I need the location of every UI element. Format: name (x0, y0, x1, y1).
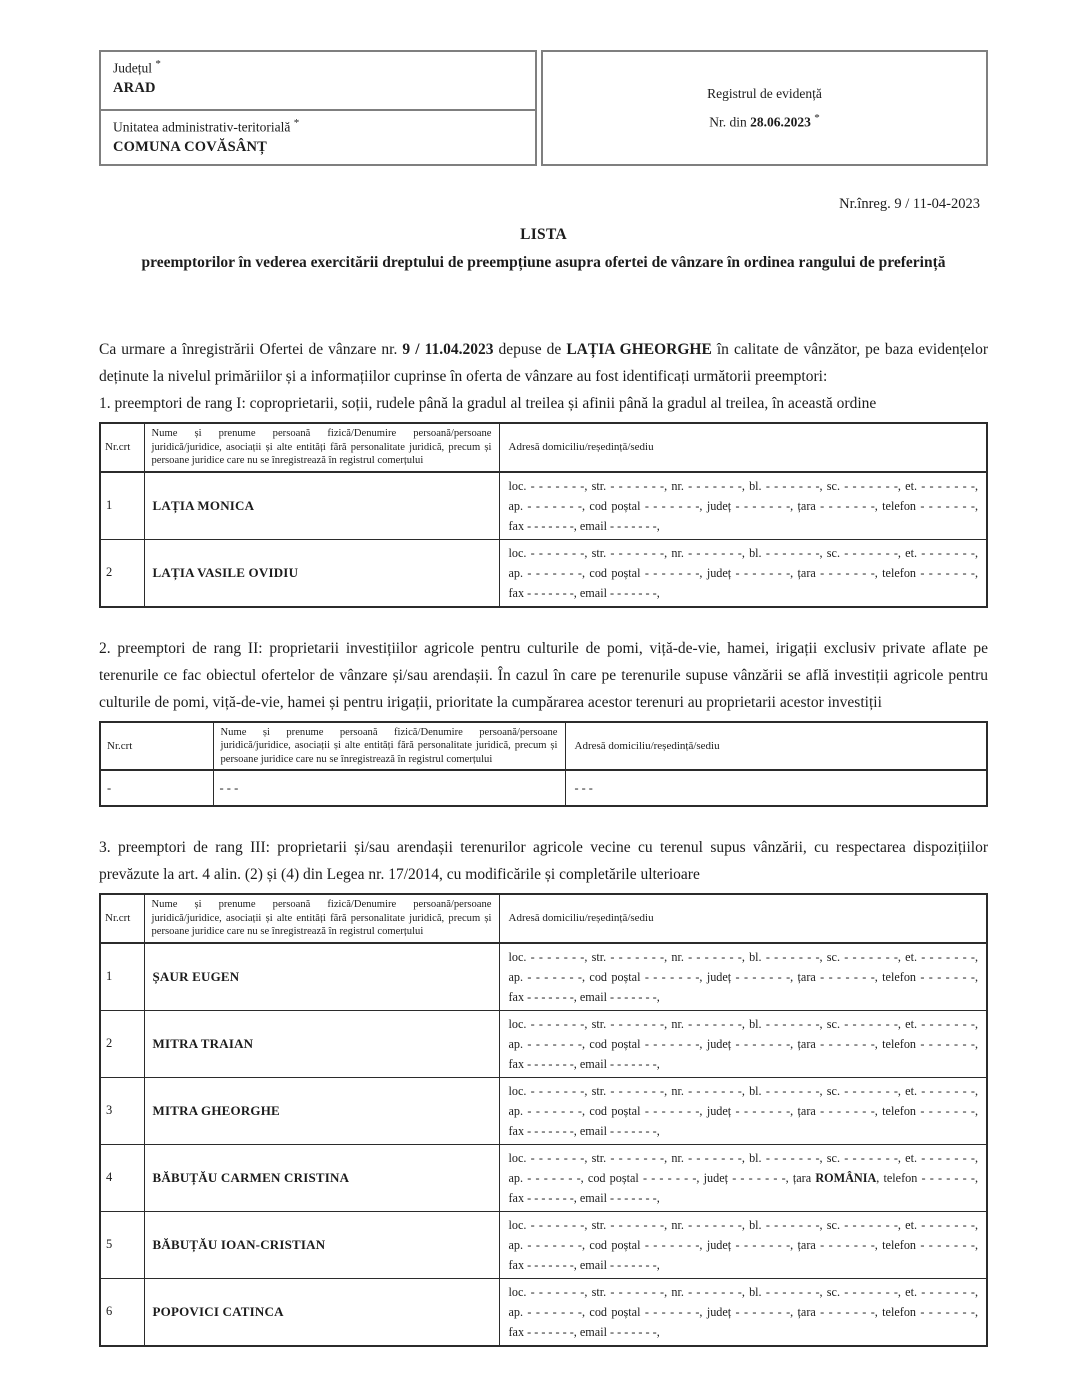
address-line-1: loc. - - - - - - -, str. - - - - - - -, nr. - - - - - - -, bl. - - - - - - -, sc. - - - - - - -, et. - - - - - - -, (508, 1284, 978, 1299)
address-cell (499, 1278, 987, 1346)
preemptors-table-rang-3 (99, 893, 988, 1347)
address-line-2 (509, 1168, 979, 1188)
address-line-1: loc. - - - - - - -, str. - - - - - - -, nr. - - - - - - -, bl. - - - - - - -, sc. - - - - - - -, et. - - - - - - -, (508, 949, 978, 964)
column-header-nr: Nr.crt (100, 722, 213, 771)
address-line-3: fax - - - - - - -, email - - - - - - -, (508, 1190, 660, 1205)
person-name: BĂBUȚĂU CARMEN CRISTINA (144, 1144, 499, 1211)
address-cell-empty: - - - (565, 770, 987, 806)
column-header-name: Nume și prenume persoană fizică/Denumire persoană/persoane juridică/juridice, asociații și alte entități fără personalitate juridică, precum și persoane juridice care nu se înregistrează în registrul comerțului (144, 894, 499, 943)
section-1-heading: 1. preemptori de rang I: coproprietarii, soții, rudele până la gradul al treilea și afinii până la gradul al treilea, în această ordine (99, 395, 877, 412)
address-line-2 (509, 1034, 979, 1054)
address-line-3: fax - - - - - - -, email - - - - - - -, (508, 518, 660, 533)
column-header-nr: Nr.crt (100, 894, 144, 943)
row-number: 3 (100, 1077, 144, 1144)
preemptors-table-rang-1 (99, 422, 988, 608)
registry-number-prefix: Nr. din (709, 114, 751, 130)
address-line-3: fax - - - - - - -, email - - - - - - -, (508, 1324, 660, 1339)
column-header-name: Nume și prenume persoană fizică/Denumire persoană/persoane juridică/juridice, asociații și alte entități fără personalitate juridică, precum și persoane juridice care nu se înregistrează în registrul comerțului (144, 423, 499, 472)
person-name-empty: - - - (213, 770, 565, 806)
address-line-2-text: ap. - - - - - - -, cod poștal - - - - - - -, județ - - - - - - -, țara - - - - - - -, telefon - - - - - - -, (508, 1103, 978, 1118)
registry-date: 28.06.2023 (750, 114, 811, 130)
address-line-1: loc. - - - - - - -, str. - - - - - - -, nr. - - - - - - -, bl. - - - - - - -, sc. - - - - - - -, et. - - - - - - -, (508, 1150, 978, 1165)
address-line-2 (509, 563, 979, 583)
column-header-address: Adresă domiciliu/reședință/sediu (565, 722, 987, 771)
address-line-1: loc. - - - - - - -, str. - - - - - - -, nr. - - - - - - -, bl. - - - - - - -, sc. - - - - - - -, et. - - - - - - -, (508, 1083, 978, 1098)
table-row (100, 1211, 987, 1278)
registry-asterisk: * (814, 111, 820, 124)
row-number: 1 (100, 472, 144, 540)
address-line-3: fax - - - - - - -, email - - - - - - -, (508, 1257, 660, 1272)
table-row (100, 1278, 987, 1346)
column-header-name: Nume și prenume persoană fizică/Denumire persoană/persoane juridică/juridice, asociații și alte entități fără personalitate juridică, precum și persoane juridice care nu se înregistrează în registrul comerțului (213, 722, 565, 771)
row-number: - (100, 770, 213, 806)
table-header-row (100, 894, 987, 943)
person-name: MITRA GHEORGHE (144, 1077, 499, 1144)
table-row (100, 1077, 987, 1144)
person-name: POPOVICI CATINCA (144, 1278, 499, 1346)
row-number: 1 (100, 943, 144, 1011)
address-line-1: loc. - - - - - - -, str. - - - - - - -, nr. - - - - - - -, bl. - - - - - - -, sc. - - - - - - -, et. - - - - - - -, (508, 1016, 978, 1031)
address-line-2 (509, 967, 979, 987)
territorial-unit-cell (101, 109, 535, 164)
document-header (99, 50, 988, 166)
address-line-3: fax - - - - - - -, email - - - - - - -, (508, 585, 660, 600)
person-name: LAȚIA VASILE OVIDIU (144, 539, 499, 607)
address-line-2-tail: , telefon - - - - - - -, (876, 1170, 979, 1185)
address-line-2-text: ap. - - - - - - -, cod poștal - - - - - - -, județ - - - - - - -, țara - - - - - - -, telefon - - - - - - -, (508, 565, 978, 580)
intro-paragraph (99, 336, 988, 390)
intro-text-2: depuse de (493, 341, 567, 358)
county-cell (101, 52, 535, 109)
address-cell (499, 472, 987, 540)
row-number: 4 (100, 1144, 144, 1211)
person-name: LAȚIA MONICA (144, 472, 499, 540)
row-number: 5 (100, 1211, 144, 1278)
offer-number: 9 / 11.04.2023 (402, 341, 494, 358)
table-row (100, 770, 987, 806)
address-country-bold: ROMÂNIA (815, 1170, 877, 1185)
document-subtitle: preemptorilor în vederea exercitării dreptului de preempțiune asupra ofertei de vânzare în ordinea rangului de preferință (141, 254, 946, 271)
section-2-heading: 2. preemptori de rang II: proprietarii investițiilor agricole pentru culturile de pomi, viță-de-vie, hamei, irigații exclusiv private aflate pe terenurile ce fac obiectul ofertelor de vânzare și/sau arendașii. În cazul în care pe terenurile supuse vânzării se află investiții agricole pentru culturile de pomi, viță-de-vie, hamei și pentru irigații, prioritate la cumpărarea acestor terenuri au proprietarii acestor investiții (99, 639, 988, 711)
address-cell (499, 1144, 987, 1211)
county-value: ARAD (113, 79, 156, 96)
column-header-address: Adresă domiciliu/reședință/sediu (499, 423, 987, 472)
address-line-2-text: ap. - - - - - - -, cod poștal - - - - - - -, județ - - - - - - -, țara - - - - - - -, telefon - - - - - - -, (508, 969, 978, 984)
address-line-1: loc. - - - - - - -, str. - - - - - - -, nr. - - - - - - -, bl. - - - - - - -, sc. - - - - - - -, et. - - - - - - -, (508, 478, 978, 493)
address-cell (499, 539, 987, 607)
registry-number-line (709, 106, 820, 135)
row-number: 2 (100, 539, 144, 607)
row-number: 6 (100, 1278, 144, 1346)
address-line-3: fax - - - - - - -, email - - - - - - -, (508, 1123, 660, 1138)
authority-box (99, 50, 537, 166)
person-name: BĂBUȚĂU IOAN-CRISTIAN (144, 1211, 499, 1278)
intro-text-3: în calitate de vânzător, pe baza evidențelor deținute la nivelul primăriilor și a informațiilor cuprinse în oferta de vânzare au fost identificați următorii preemptori: (99, 341, 988, 385)
address-line-2 (509, 1302, 979, 1322)
county-asterisk: * (155, 58, 161, 70)
address-line-1: loc. - - - - - - -, str. - - - - - - -, nr. - - - - - - -, bl. - - - - - - -, sc. - - - - - - -, et. - - - - - - -, (508, 545, 978, 560)
section-3-heading: 3. preemptori de rang III: proprietarii și/sau arendașii terenurilor agricole vecine cu terenul supus vânzării, cu respectarea dispozițiilor prevăzute la art. 4 alin. (2) și (4) din Legea nr. 17/2014, cu modificările și completările ulterioare (99, 839, 988, 883)
table-header-row (100, 722, 987, 771)
address-line-3: fax - - - - - - -, email - - - - - - -, (508, 1056, 660, 1071)
table-row (100, 1010, 987, 1077)
county-label-text: Județul (113, 60, 152, 76)
territorial-unit-label (113, 117, 523, 136)
territorial-unit-asterisk: * (293, 117, 300, 129)
county-label (113, 58, 523, 77)
person-name: MITRA TRAIAN (144, 1010, 499, 1077)
address-cell (499, 943, 987, 1011)
table-row (100, 1144, 987, 1211)
preemptors-table-rang-2 (99, 721, 988, 808)
table-row (100, 539, 987, 607)
address-line-2-text: ap. - - - - - - -, cod poștal - - - - - - -, județ - - - - - - -, țara - - - - - - -, telefon - - - - - - -, (508, 1304, 978, 1319)
column-header-nr: Nr.crt (100, 423, 144, 472)
address-line-2 (509, 496, 979, 516)
address-line-2-text: ap. - - - - - - -, cod poștal - - - - - - -, județ - - - - - - -, țara - - - - - - -, telefon - - - - - - -, (508, 498, 978, 513)
table-row (100, 472, 987, 540)
row-number: 2 (100, 1010, 144, 1077)
registry-title: Registrul de evidență (707, 85, 822, 101)
address-line-2 (509, 1101, 979, 1121)
address-line-2-text: ap. - - - - - - -, cod poștal - - - - - - -, județ - - - - - - -, țara - - - - - - -, telefon - - - - - - -, (508, 1036, 978, 1051)
document-title: LISTA (520, 226, 567, 243)
table-header-row (100, 423, 987, 472)
address-cell (499, 1211, 987, 1278)
registry-box (541, 50, 988, 166)
table-row (100, 943, 987, 1011)
registration-number: Nr.înreg. 9 / 11-04-2023 (839, 196, 980, 212)
address-line-2-text: ap. - - - - - - -, cod poștal - - - - - - -, județ - - - - - - -, țara - - - - - - -, telefon - - - - - - -, (508, 1237, 978, 1252)
person-name: ȘAUR EUGEN (144, 943, 499, 1011)
address-line-2 (509, 1235, 979, 1255)
address-cell (499, 1010, 987, 1077)
territorial-unit-value: COMUNA COVĂSÂNȚ (113, 138, 268, 155)
address-line-3: fax - - - - - - -, email - - - - - - -, (508, 989, 660, 1004)
seller-name: LAȚIA GHEORGHE (566, 341, 712, 358)
column-header-address: Adresă domiciliu/reședință/sediu (499, 894, 987, 943)
address-cell (499, 1077, 987, 1144)
address-line-2-text: ap. - - - - - - -, cod poștal - - - - - - -, județ - - - - - - -, țara (508, 1170, 816, 1185)
territorial-unit-label-text: Unitatea administrativ-teritorială (113, 119, 291, 135)
address-line-1: loc. - - - - - - -, str. - - - - - - -, nr. - - - - - - -, bl. - - - - - - -, sc. - - - - - - -, et. - - - - - - -, (508, 1217, 978, 1232)
intro-text-1: Ca urmare a înregistrării Ofertei de vânzare nr. (99, 341, 403, 358)
